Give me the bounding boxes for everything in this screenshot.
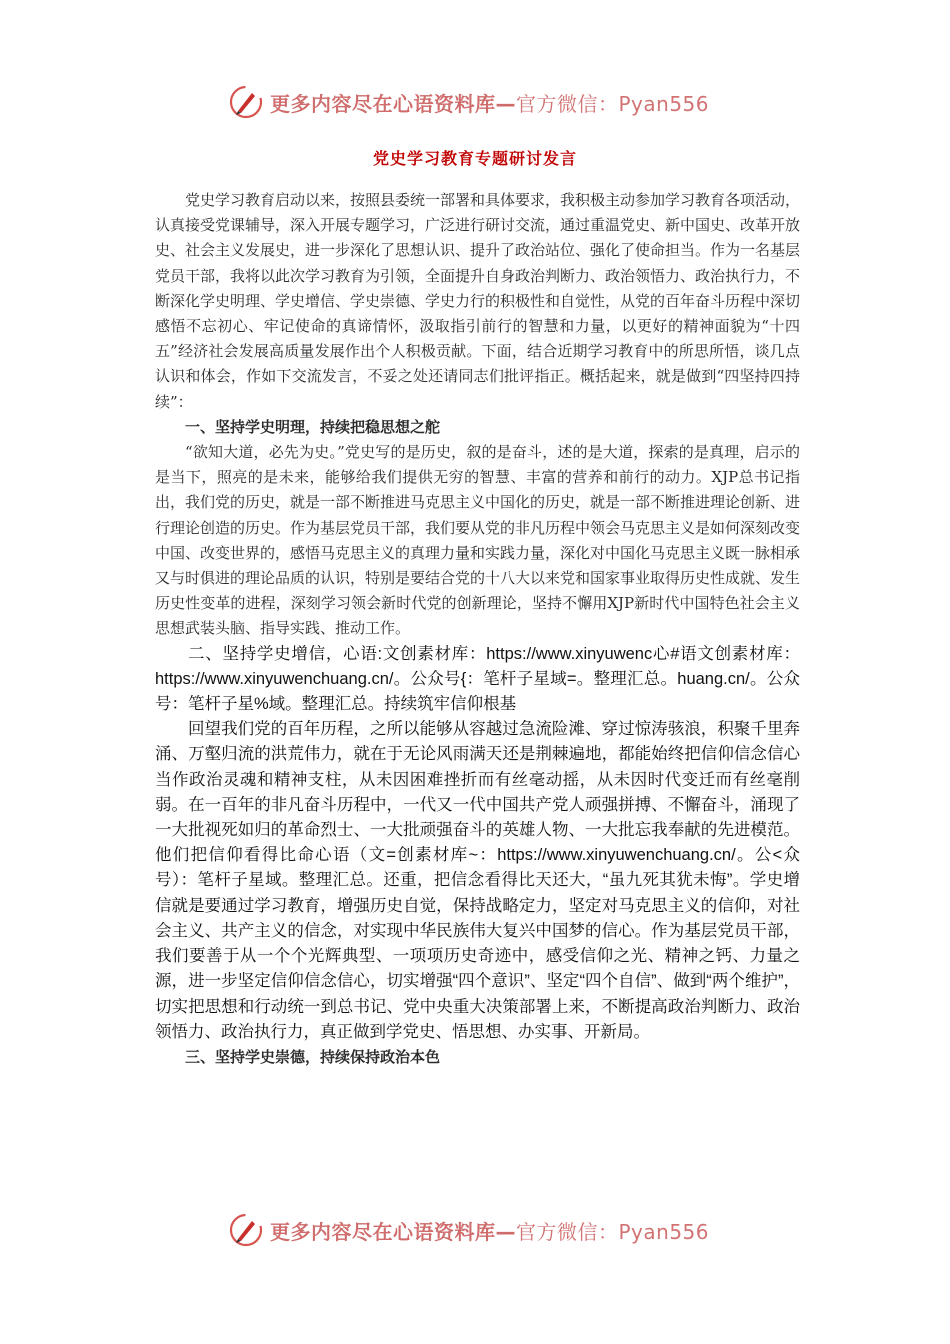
header-watermark-banner (228, 82, 709, 122)
banner-main-text: 更多内容尽在心语资料库— (270, 91, 516, 116)
section-heading-3: 三、坚持学史崇德，持续保持政治本色 (185, 1047, 441, 1066)
pen-logo-icon (228, 84, 264, 120)
paragraph-section-2: 回望我们党的百年历程，之所以能够从容越过急流险滩、穿过惊涛骇浪，积聚千里奔涌、万壑归流的洪荒伟力，就在于无论风雨满天还是荆棘遍地，都能始终把信仰信念信心当作政治灵魂和精神支柱，从未因困难挫折而有丝毫动摇，从未因时代变迁而有丝毫削弱。在一百年的非凡奋斗历程中，一代又一代中国共产党人顽强拼搏、不懈奋斗，涌现了一大批视死如归的革命烈士、一大批顽强奋斗的英雄人物、一大批忘我奉献的先进模范。他们把信仰看得比命心语（文=创素材库~：https://www.xinyuwenchuang.cn/。公<众号）：笔杆子星域。整理汇总。还重，把信念看得比天还大，“虽九死其犹未悔”。学史增信就是要通过学习教育，增强历史自觉，保持战略定力，坚定对马克思主义的信仰，对社会主义、共产主义的信念，对实现中华民族伟大复兴中国梦的信心。作为基层党员干部，我们要善于从一个个光辉典型、一项项历史奇迹中，感受信仰之光、精神之钙、力量之源，进一步坚定信仰信念信心，切实增强“四个意识”、坚定“四个自信”、做到“两个维护”，切实把思想和行动统一到总书记、党中央重大决策部署上来，不断提高政治判断力、政治领悟力、政治执行力，真正做到学党史、悟思想、办实事、开新局。 (155, 720, 800, 1041)
banner-text (270, 1216, 709, 1245)
banner-text (270, 88, 709, 117)
section-heading-1: 一、坚持学史明理，持续把稳思想之舵 (185, 417, 441, 436)
footer-watermark-banner (228, 1210, 709, 1250)
section-heading-2: 二、坚持学史增信，心语:文创素材库：https://www.xinyuwenc心#语文创素材库：https://www.xinyuwenchuang.cn/。公众号{：笔杆子星域=。整理汇总。huang.cn/。公众号：笔杆子星%域。整理汇总。持续筑牢信仰根基 (155, 644, 800, 714)
banner-main-text: 更多内容尽在心语资料库— (270, 1219, 516, 1244)
banner-wechat-text: 官方微信：Pyan556 (516, 1219, 710, 1244)
document-title: 党史学习教育专题研讨发言 (372, 149, 577, 168)
banner-wechat-text: 官方微信：Pyan556 (516, 91, 710, 116)
paragraph-intro: 党史学习教育启动以来，按照县委统一部署和具体要求，我积极主动参加学习教育各项活动，认真接受党课辅导，深入开展专题学习，广泛进行研讨交流，通过重温党史、新中国史、改革开放史、社会主义发展史，进一步深化了思想认识、提升了政治站位、强化了使命担当。作为一名基层党员干部，我将以此次学习教育为引领，全面提升自身政治判断力、政治领悟力、政治执行力，不断深化学史明理、学史增信、学史崇德、学史力行的积极性和自觉性，从党的百年奋斗历程中深切感悟不忘初心、牢记使命的真谛情怀，汲取指引前行的智慧和力量，以更好的精神面貌为“十四五”经济社会发展高质量发展作出个人积极贡献。下面，结合近期学习教育中的所思所悟，谈几点认识和体会，作如下交流发言，不妥之处还请同志们批评指正。概括起来，就是做到“四坚持四持续”： (155, 191, 801, 411)
document-body (155, 188, 800, 1070)
paragraph-section-1: “欲知大道，必先为史。”党史写的是历史，叙的是奋斗，述的是大道，探索的是真理，启示的是当下，照亮的是未来，能够给我们提供无穷的智慧、丰富的营养和前行的动力。XJP总书记指出，我们党的历史，就是一部不断推进马克思主义中国化的历史，就是一部不断推进理论创新、进行理论创造的历史。作为基层党员干部，我们要从党的非凡历程中领会马克思主义是如何深刻改变中国、改变世界的，感悟马克思主义的真理力量和实践力量，深化对中国化马克思主义既一脉相承又与时俱进的理论品质的认识，特别是要结合党的十八大以来党和国家事业取得历史性成就、发生历史性变革的进程，深刻学习领会新时代党的创新理论，坚持不懈用XJP新时代中国特色社会主义思想武装头脑、指导实践、推动工作。 (155, 443, 801, 638)
pen-logo-icon (228, 1212, 264, 1248)
